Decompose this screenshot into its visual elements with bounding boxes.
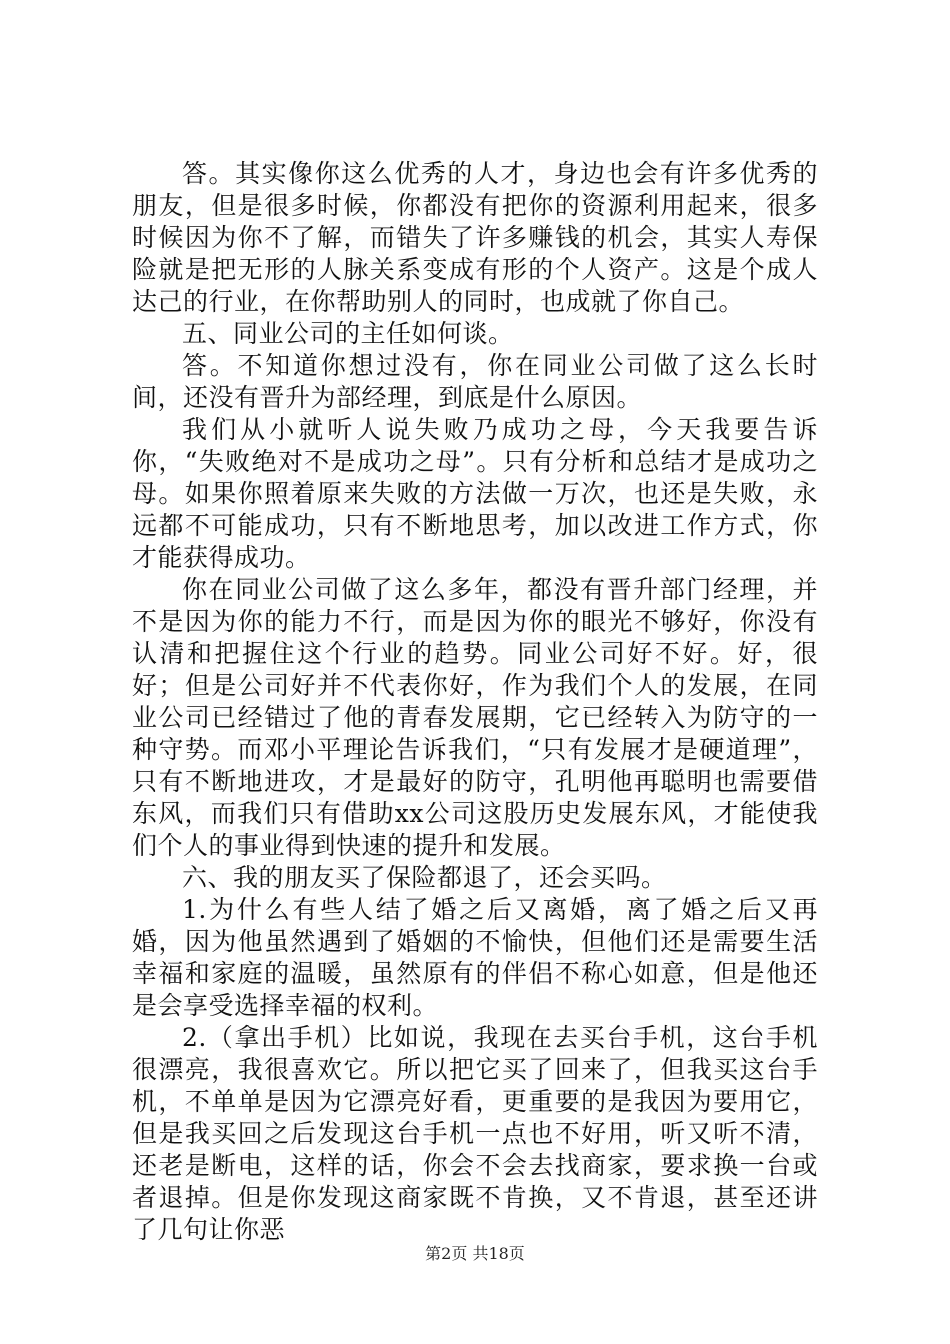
paragraph-point-1: 1.为什么有些人结了婚之后又离婚，离了婚之后又再婚，因为他虽然遇到了婚姻的不愉快，但他们还是需要生活幸福和家庭的温暖，虽然原有的伴侣不称心如意，但是他还是会享受选择幸福的权利。 [132,895,818,1020]
page-footer: 第2页 共18页 [425,1244,525,1263]
paragraph-answer-2: 答。不知道你想过没有，你在同业公司做了这么长时间，还没有晋升为部经理，到底是什么原因。 [132,351,818,412]
heading-section-6: 六、我的朋友买了保险都退了，还会买吗。 [182,863,667,892]
paragraph-failure: 我们从小就听人说失败乃成功之母，今天我要告诉你，“失败绝对不是成功之母”。只有分析和总结才是成功之母。如果你照着原来失败的方法做一万次，也还是失败，永远都不可能成功，只有不断地思考，加以改进工作方式，你才能获得成功。 [132,415,818,572]
paragraph-peer-company: 你在同业公司做了这么多年，都没有晋升部门经理，并不是因为你的能力不行，而是因为你的眼光不够好，你没有认清和把握住这个行业的趋势。同业公司好不好。好，很好；但是公司好并不代表你好，作为我们个人的发展，在同业公司已经错过了他的青春发展期，它已经转入为防守的一种守势。而邓小平理论告诉我们，“只有发展才是硬道理”，只有不断地进攻，才是最好的防守，孔明他再聪明也需要借东风，而我们只有借助xx公司这股历史发展东风，才能使我们个人的事业得到快速的提升和发展。 [132,575,818,860]
paragraph-point-2: 2.（拿出手机）比如说，我现在去买台手机，这台手机很漂亮，我很喜欢它。所以把它买了回来了，但我买这台手机，不单单是因为它漂亮好看，更重要的是我因为要用它，但是我买回之后发现这台手机一点也不好用，听又听不清，还老是断电，这样的话，你会不会去找商家，要求换一台或者退掉。但是你发现这商家既不肯换，又不肯退，甚至还讲了几句让你恶 [132,1023,818,1244]
document-body [132,158,818,1246]
heading-section-5: 五、同业公司的主任如何谈。 [182,319,514,348]
paragraph-answer-1: 答。其实像你这么优秀的人才，身边也会有许多优秀的朋友，但是很多时候，你都没有把你的资源利用起来，很多时候因为你不了解，而错失了许多赚钱的机会，其实人寿保险就是把无形的人脉关系变成有形的个人资产。这是个成人达己的行业，在你帮助别人的同时，也成就了你自己。 [132,159,818,316]
